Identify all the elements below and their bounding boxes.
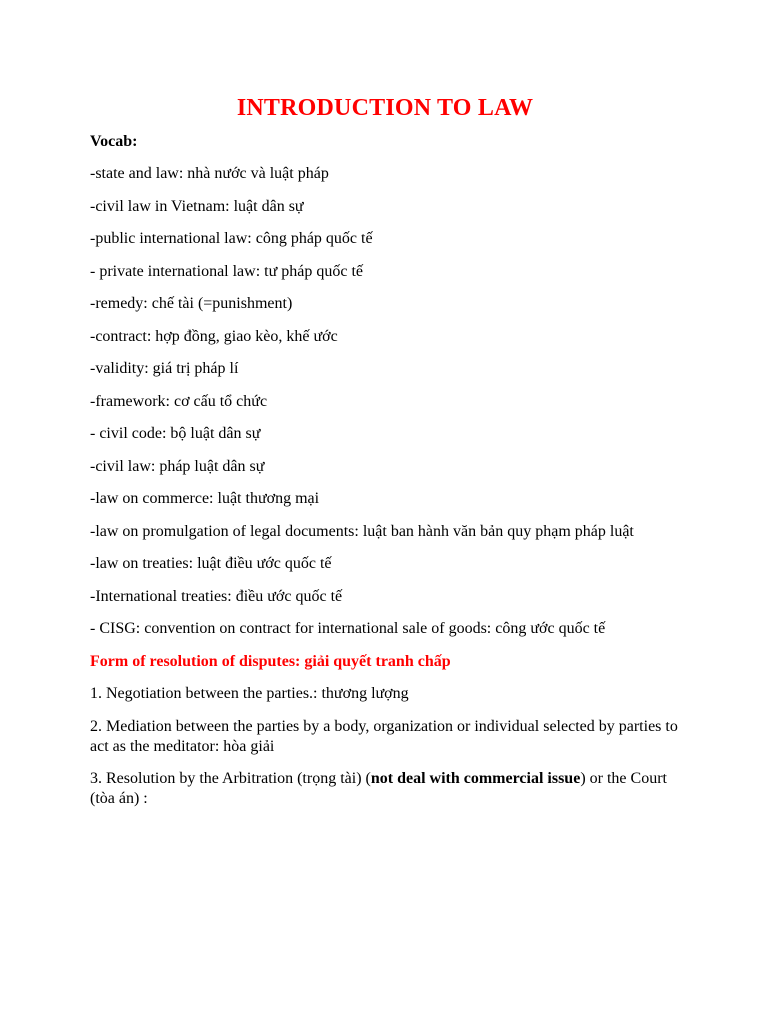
vocab-item-framework: -framework: cơ cấu tổ chức bbox=[90, 392, 268, 410]
list-item-negotiation: 1. Negotiation between the parties.: thương lượng bbox=[90, 685, 409, 702]
vocab-item-private-international-law: - private international law: tư pháp quốc tế bbox=[90, 262, 364, 280]
list-item-arbitration bbox=[90, 769, 680, 809]
vocab-heading: Vocab: bbox=[90, 133, 138, 150]
vocab-item-cisg: - CISG: convention on contract for international sale of goods: công ước quốc tế bbox=[90, 620, 606, 637]
list-item-mediation: 2. Mediation between the parties by a body, organization or individual selected by parties to act as the meditator: hòa giải bbox=[90, 717, 678, 755]
vocab-item-validity: -validity: giá trị pháp lí bbox=[90, 360, 239, 377]
list-item-arbitration-start: 3. Resolution by the Arbitration (trọng tài) ( bbox=[90, 770, 371, 787]
list-item-arbitration-end: ) or the Court (tòa án) : bbox=[90, 770, 667, 807]
document-content bbox=[90, 92, 680, 822]
list-item-arbitration-bold-note: not deal with commercial issue bbox=[370, 770, 581, 787]
vocab-item-state-and-law: -state and law: nhà nước và luật pháp bbox=[90, 165, 329, 182]
vocab-item-contract: -contract: hợp đồng, giao kèo, khế ước bbox=[90, 327, 338, 345]
section-heading-dispute-resolution: Form of resolution of disputes: giải quyết tranh chấp bbox=[90, 652, 451, 670]
document-title: INTRODUCTION TO LAW bbox=[236, 95, 534, 121]
vocab-item-law-on-treaties: -law on treaties: luật điều ước quốc tế bbox=[90, 555, 332, 572]
vocab-item-international-treaties: -International treaties: điều ước quốc tế bbox=[90, 587, 343, 605]
vocab-item-remedy: -remedy: chế tài (=punishment) bbox=[90, 295, 293, 312]
vocab-item-civil-code: - civil code: bộ luật dân sự bbox=[90, 425, 261, 442]
vocab-item-civil-law: -civil law: pháp luật dân sự bbox=[90, 457, 265, 475]
vocab-item-law-on-commerce: -law on commerce: luật thương mại bbox=[90, 490, 320, 507]
vocab-item-public-international-law: -public international law: công pháp quốc tế bbox=[90, 230, 373, 247]
vocab-item-civil-law-vietnam: -civil law in Vietnam: luật dân sự bbox=[90, 197, 304, 215]
vocab-item-law-on-promulgation: -law on promulgation of legal documents: luật ban hành văn bản quy phạm pháp luật bbox=[90, 522, 634, 540]
